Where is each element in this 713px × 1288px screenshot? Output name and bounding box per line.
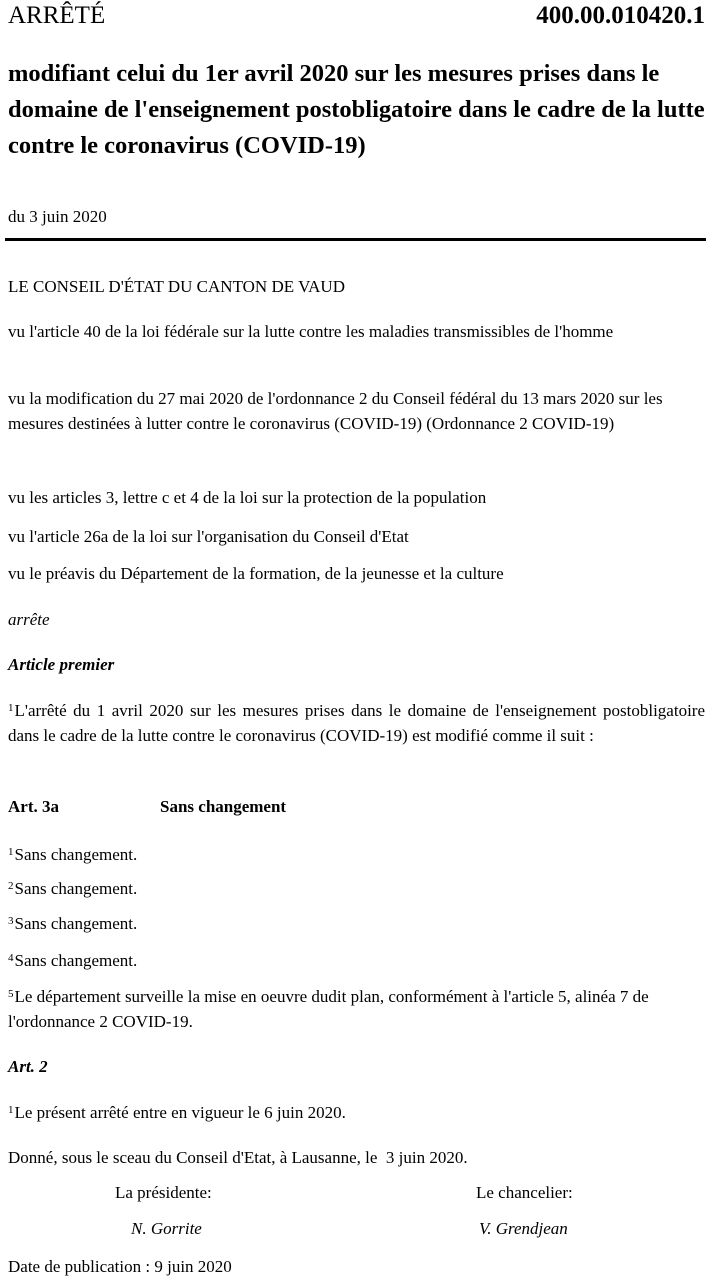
paragraph-number: 4 (8, 952, 14, 964)
document-header (8, 2, 705, 38)
art3a-title: Sans changement (160, 797, 287, 816)
decree-word: arrête (8, 610, 50, 629)
paragraph-number: 1 (8, 846, 14, 858)
paragraph-text: L'arrêté du 1 avril 2020 sur les mesures prises dans le domaine de l'enseignement postobligatoire dans le cadre de la lutte contre le coronavirus (COVID-19) est modifié comme il suit : (8, 701, 705, 745)
consideration-4: vu l'article 26a de la loi sur l'organisation du Conseil d'Etat (8, 527, 409, 546)
consideration-2: vu la modification du 27 mai 2020 de l'ordonnance 2 du Conseil fédéral du 13 mars 2020 sur les mesures destinées à lutter contre le coronavirus (COVID-19) (Ordonnance 2 COVID-19) (8, 389, 663, 433)
article-premier-heading: Article premier (8, 655, 115, 674)
consideration-5: vu le préavis du Département de la formation, de la jeunesse et la culture (8, 564, 504, 583)
consideration-1: vu l'article 40 de la loi fédérale sur la lutte contre les maladies transmissibles de l'homme (8, 322, 614, 341)
art3a-paragraph-5 (8, 984, 705, 1034)
art3a-paragraph-4 (8, 948, 705, 973)
signature-left-title: La présidente: (115, 1183, 212, 1202)
document-type: ARRÊTÉ (8, 2, 106, 29)
header-divider (5, 238, 706, 241)
art3a-paragraph-2 (8, 876, 705, 901)
paragraph-number: 1 (8, 702, 14, 714)
paragraph-number: 1 (8, 1104, 14, 1116)
signature-right-title: Le chancelier: (476, 1183, 573, 1202)
art3a-paragraph-3 (8, 911, 705, 936)
document-number: 400.00.010420.1 (536, 2, 705, 29)
document-date: du 3 juin 2020 (8, 207, 107, 226)
art3a-paragraph-1 (8, 842, 705, 867)
document-title: modifiant celui du 1er avril 2020 sur les mesures prises dans le domaine de l'enseignement postobligatoire dans le cadre de la lutte contre le coronavirus (COVID-19) (8, 60, 705, 159)
article-premier-paragraph (8, 698, 705, 748)
art3a-label: Art. 3a (8, 797, 59, 816)
paragraph-number: 5 (8, 988, 14, 1000)
art2-paragraph (8, 1100, 705, 1125)
signature-right-name: V. Grendjean (479, 1219, 568, 1238)
paragraph-text: Sans changement. (14, 914, 138, 933)
paragraph-text: Le présent arrêté entre en vigueur le 6 juin 2020. (14, 1103, 346, 1122)
paragraph-text: Le département surveille la mise en oeuvre dudit plan, conformément à l'article 5, alinéa 7 de l'ordonnance 2 COVID-19. (8, 987, 649, 1031)
paragraph-text: Sans changement. (14, 951, 138, 970)
publication-date: Date de publication : 9 juin 2020 (8, 1257, 232, 1276)
paragraph-number: 2 (8, 880, 14, 892)
paragraph-text: Sans changement. (14, 879, 138, 898)
paragraph-number: 3 (8, 915, 14, 927)
consideration-3: vu les articles 3, lettre c et 4 de la loi sur la protection de la population (8, 488, 487, 507)
issuing-authority: LE CONSEIL D'ÉTAT DU CANTON DE VAUD (8, 277, 345, 296)
art3a-heading (8, 797, 705, 822)
paragraph-text: Sans changement. (14, 845, 138, 864)
given-statement: Donné, sous le sceau du Conseil d'Etat, à Lausanne, le 3 juin 2020. (8, 1148, 468, 1167)
signature-left-name: N. Gorrite (131, 1219, 202, 1238)
art2-heading: Art. 2 (8, 1057, 48, 1076)
